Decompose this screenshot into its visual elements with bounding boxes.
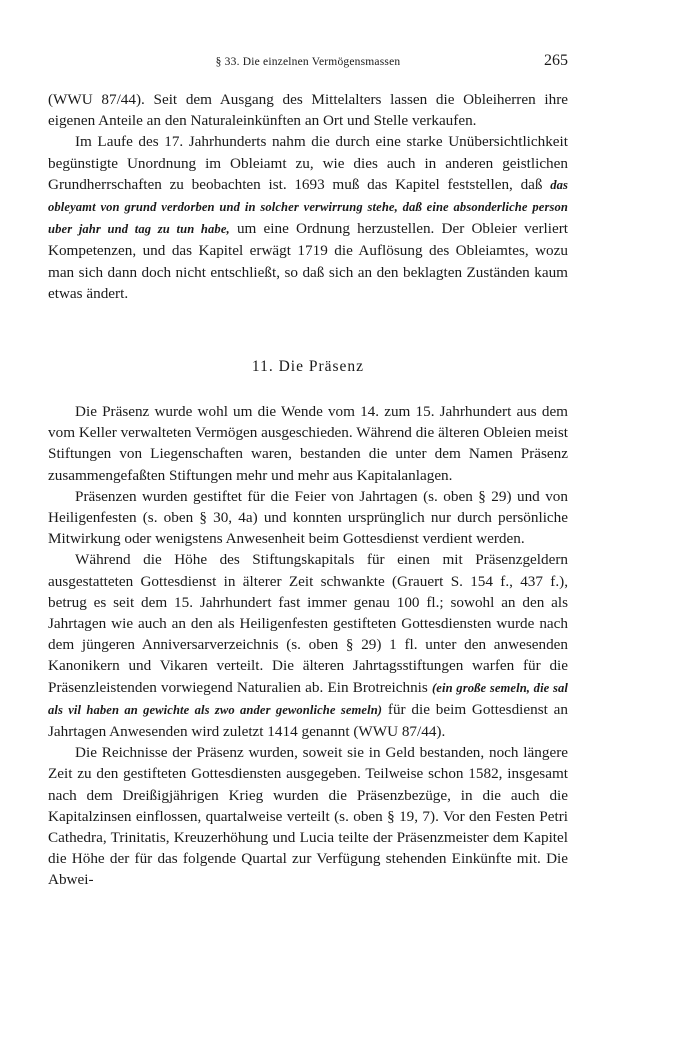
quotation: das obleyamt von grund verdorben und in solcher verwirrung stehe, daß eine absonderliche person uber jahr und tag zu tun habe, [48, 177, 569, 237]
paragraph: Die Reichnisse der Präsenz wurden, soweit sie in Geld bestanden, noch längere Zeit zu den gestifteten Gottesdiensten ausgegeben. Teilweise schon 1582, insgesamt nach dem Dreißigjährigen Krieg wurden die Präsenzbezüge, in die auch die Kapitalzinsen einflossen, quartalweise verteilt (s. oben § 19, 7). Vor den Festen Petri Cathedra, Trinitatis, Kreuzerhöhung und Lucia teilte der Präsenzmeister dem Kapitel die Höhe der für das folgende Quartal zur Verfügung stehenden Einkünfte mit. Die Abwei- [48, 744, 568, 889]
page-number: 265 [544, 52, 568, 69]
paragraph-text: für die beim Gottesdienst an Jahrtagen Anwesenden wird zuletzt 1414 genannt (WWU 87/44). [48, 700, 568, 741]
paragraph [48, 549, 568, 742]
quotation: (ein große semeln, die sal als vil haben an gewichte als zwo ander gewonliche semeln) [48, 680, 568, 717]
paragraph-text: um eine Ordnung herzustellen. Der Obleier verliert Kompetenzen, und das Kapitel erwägt 1719 die Auflösung des Obleiamtes, wozu man sich dann doch nicht entschließt, so daß sich an den beklagten Zuständen kaum etwas ändert. [48, 220, 568, 302]
paragraph: Präsenzen wurden gestiftet für die Feier von Jahrtagen (s. oben § 29) und von Heiligenfesten (s. oben § 30, 4a) und konnten ursprünglich nur durch persönliche Mitwirkung oder wenigstens Anwesenheit beim Gottesdienst verdient werden. [48, 487, 568, 548]
paragraph: Die Präsenz wurde wohl um die Wende vom 14. zum 15. Jahrhundert aus dem vom Keller verwalteten Vermögen ausgeschieden. Während die älteren Obleien meist Stiftungen von Liegenschaften waren, bestanden die unter dem Namen Präsenz zusammengefaßten Stiftungen mehr und mehr aus Kapitalanlagen. [48, 403, 568, 484]
section-heading: 11. Die Präsenz [251, 358, 365, 375]
paragraph: (WWU 87/44). Seit dem Ausgang des Mittelalters lassen die Obleiherren ihre eigenen Anteile an den Naturaleinkünften an Ort und Stelle verkaufen. [48, 91, 568, 130]
paragraph-text: Im Laufe des 17. Jahrhunderts nahm die durch eine starke Unübersichtlichkeit begünstigte Unordnung im Obleiamt zu, wie dies auch in anderen geistlichen Grundherrschaften zu beobachten ist. 1693 muß das Kapitel feststellen, daß [48, 133, 568, 193]
running-head: § 33. Die einzelnen Vermögensmassen [215, 56, 401, 68]
paragraph-text: Während die Höhe des Stiftungskapitals für einen mit Präsenzgeldern ausgestatteten Gottesdienst in älterer Zeit schwankte (Grauert S. 154 f., 437 f.), betrug es seit dem 15. Jahrhundert fast immer genau 100 fl.; sowohl an den als Jahrtagen wie auch an den als Heiligenfesten gestifteten Gottesdiensten wurde nach dem jüngeren Anniversarverzeichnis (s. oben § 29) 1 fl. unter den anwesenden Kanonikern und Vikaren verteilt. Die älteren Jahrtagsstiftungen warfen für die Präsenzleistenden vorwiegend Naturalien ab. Ein Brotreichnis [48, 551, 568, 696]
page-header [48, 52, 568, 72]
section-10-continuation [48, 89, 568, 304]
paragraph [48, 131, 568, 304]
section-11-body [48, 401, 568, 891]
